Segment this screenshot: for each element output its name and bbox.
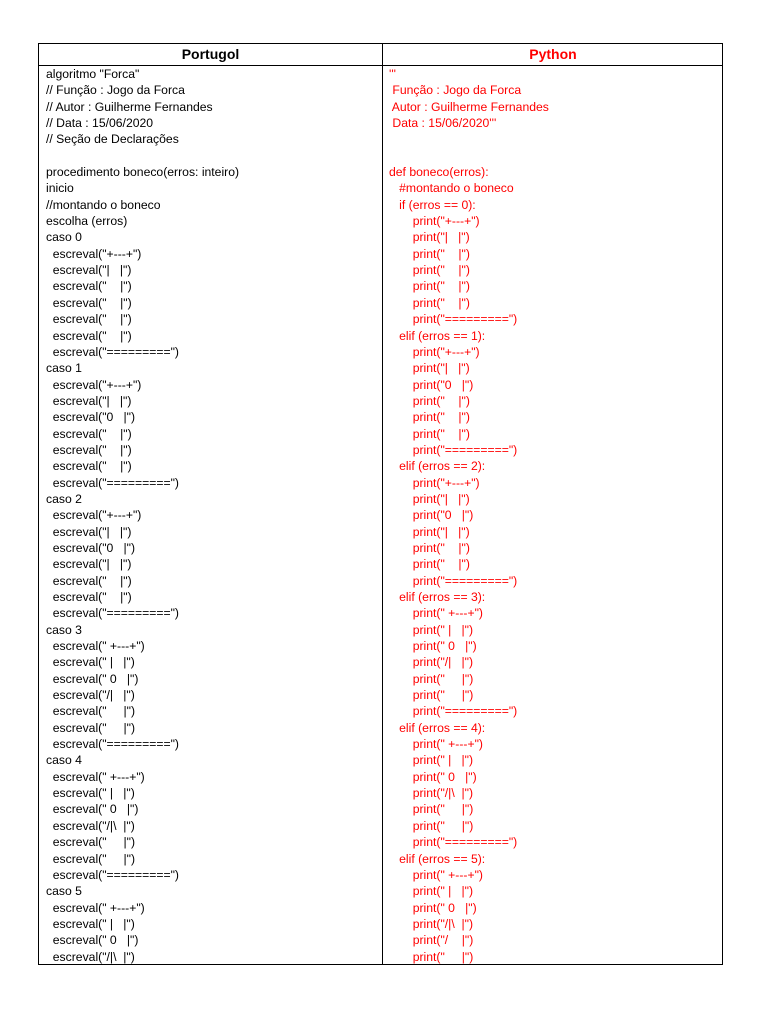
python-code-line: print("=========") (389, 835, 518, 850)
python-code-line: print("/ |") (389, 933, 474, 948)
portugol-code-line: caso 0 (46, 230, 82, 245)
python-code-line: Data : 15/06/2020''' (389, 116, 497, 131)
portugol-code-line: // Função : Jogo da Forca (46, 83, 185, 98)
portugol-code-line: procedimento boneco(erros: inteiro) (46, 165, 240, 180)
portugol-code-line: escreval(" |") (46, 295, 132, 310)
portugol-code-line: escreval("/|\ |") (46, 949, 135, 964)
python-code-line: def boneco(erros): (389, 165, 489, 180)
portugol-code-line: escreval("=========") (46, 737, 179, 752)
portugol-code-line: // Seção de Declarações (46, 132, 179, 147)
portugol-code-line: escreval(" | |") (46, 786, 135, 801)
portugol-code-line: //montando o boneco (46, 197, 161, 212)
portugol-code-line: escreval(" |") (46, 704, 136, 719)
python-code-line: elif (erros == 3): (389, 590, 486, 604)
portugol-code-column (46, 66, 239, 965)
portugol-code-line: escreval("=========") (46, 606, 179, 621)
python-code-line: print("0 |") (389, 508, 474, 523)
portugol-code-line: algoritmo "Forca" (46, 67, 140, 81)
python-code-line: print(" |") (389, 263, 470, 278)
portugol-code-line: escreval(" 0 |") (46, 933, 139, 948)
python-code-line: ''' (389, 67, 396, 81)
python-code-line: print(" |") (389, 802, 474, 817)
python-code-line (389, 148, 549, 164)
portugol-code-line: escreval("+---+") (46, 246, 142, 261)
python-code-line: print("+---+") (389, 344, 480, 359)
python-code-line: print(" |") (389, 671, 474, 686)
portugol-code-line: // Autor : Guilherme Fernandes (46, 99, 213, 114)
python-header: Python (529, 46, 577, 62)
portugol-code-line: escreval("+---+") (46, 508, 142, 523)
portugol-code-line: escreval(" |") (46, 279, 132, 294)
portugol-code-line: escreval(" 0 |") (46, 802, 139, 817)
python-code-line: elif (erros == 1): (389, 328, 486, 343)
portugol-code-line: escreval(" +---+") (46, 900, 145, 915)
portugol-code-line: escreval("=========") (46, 344, 179, 359)
portugol-code-line: caso 1 (46, 361, 82, 376)
table-header-row (39, 44, 722, 66)
portugol-code-line (46, 148, 239, 164)
portugol-code-line: escreval(" | |") (46, 916, 135, 931)
python-code-line: print("0 |") (389, 377, 474, 392)
portugol-code-line: escreval("| |") (46, 524, 132, 539)
portugol-code-line: escreval("| |") (46, 393, 132, 408)
portugol-code-line: escreval("0 |") (46, 410, 136, 425)
python-code-line: print(" 0 |") (389, 769, 477, 784)
portugol-code-line: escreval(" |") (46, 573, 132, 588)
portugol-code-line: escreval("| |") (46, 557, 132, 572)
python-code-line: print(" |") (389, 393, 470, 408)
comparison-table (38, 43, 723, 965)
python-code-line: print(" |") (389, 410, 470, 425)
portugol-code-line: escreval(" +---+") (46, 769, 145, 784)
python-code-line: print("/|\ |") (389, 786, 474, 801)
python-code-line: print("| |") (389, 524, 470, 539)
portugol-code-line: escreval("/| |") (46, 688, 135, 703)
python-code-line: print("| |") (389, 361, 470, 376)
python-code-column (389, 66, 549, 965)
portugol-code-line: escreval(" |") (46, 312, 132, 327)
python-code-line: print("=========") (389, 442, 518, 457)
column-divider (382, 44, 383, 964)
portugol-code-line: caso 5 (46, 884, 82, 899)
portugol-code-line: escreval(" | |") (46, 655, 135, 670)
portugol-code-line: escreval(" |") (46, 442, 132, 457)
portugol-header: Portugol (181, 46, 240, 62)
python-code-line: Função : Jogo da Forca (389, 83, 522, 98)
python-code-line: print("+---+") (389, 475, 480, 490)
python-code-line: print(" |") (389, 818, 474, 833)
portugol-code-line: caso 2 (46, 491, 82, 506)
python-code-line: print(" |") (389, 426, 470, 441)
python-code-line: print("=========") (389, 704, 518, 719)
portugol-code-line: escreval("/|\ |") (46, 818, 135, 833)
python-code-line: print("| |") (389, 230, 470, 245)
portugol-code-line: caso 4 (46, 753, 82, 768)
portugol-code-line: escreval(" |") (46, 459, 132, 474)
python-code-line: Autor : Guilherme Fernandes (389, 99, 549, 114)
python-code-line: print(" +---+") (389, 606, 483, 621)
python-code-line: print(" | |") (389, 884, 474, 899)
portugol-code-line: escreval(" |") (46, 851, 136, 866)
python-code-line: print(" +---+") (389, 737, 483, 752)
python-code-line: print(" | |") (389, 753, 474, 768)
portugol-code-line: escreval("+---+") (46, 377, 142, 392)
portugol-code-line: escreval(" 0 |") (46, 671, 139, 686)
portugol-code-line: escolha (erros) (46, 214, 128, 229)
python-code-line: print("+---+") (389, 214, 480, 229)
portugol-code-line: escreval("0 |") (46, 540, 136, 555)
python-code-line: print("=========") (389, 573, 518, 588)
python-code-line: elif (erros == 2): (389, 459, 486, 474)
portugol-code-line: escreval("=========") (46, 475, 179, 490)
portugol-code-line: escreval(" |") (46, 720, 136, 735)
python-code-line: print(" |") (389, 949, 474, 964)
portugol-code-line: escreval(" |") (46, 835, 136, 850)
portugol-code-line: inicio (46, 181, 74, 196)
portugol-code-line: escreval(" |") (46, 328, 132, 343)
python-code-line (389, 131, 549, 147)
python-code-line: print("/| |") (389, 655, 474, 670)
python-code-line: print(" |") (389, 279, 470, 294)
python-code-line: print(" |") (389, 540, 470, 555)
portugol-code-line: escreval(" +---+") (46, 639, 145, 654)
python-code-line: if (erros == 0): (389, 197, 476, 212)
portugol-code-line: escreval("=========") (46, 867, 179, 882)
python-code-line: print("=========") (389, 312, 518, 327)
portugol-code-line: // Data : 15/06/2020 (46, 116, 154, 131)
python-code-line: print(" |") (389, 246, 470, 261)
python-code-line: print(" |") (389, 557, 470, 572)
python-code-line: print(" |") (389, 295, 470, 310)
portugol-code-line: caso 3 (46, 622, 82, 637)
portugol-code-line: escreval(" |") (46, 590, 132, 604)
python-code-line: print(" +---+") (389, 867, 483, 882)
python-code-line: print(" |") (389, 688, 474, 703)
python-code-line: print("| |") (389, 491, 470, 506)
python-code-line: print("/|\ |") (389, 916, 474, 931)
python-code-line: print(" 0 |") (389, 639, 477, 654)
python-code-line: #montando o boneco (389, 181, 514, 196)
python-code-line: elif (erros == 4): (389, 720, 486, 735)
portugol-code-line: escreval(" |") (46, 426, 132, 441)
python-code-line: elif (erros == 5): (389, 851, 486, 866)
python-code-line: print(" | |") (389, 622, 474, 637)
portugol-code-line: escreval("| |") (46, 263, 132, 278)
python-code-line: print(" 0 |") (389, 900, 477, 915)
